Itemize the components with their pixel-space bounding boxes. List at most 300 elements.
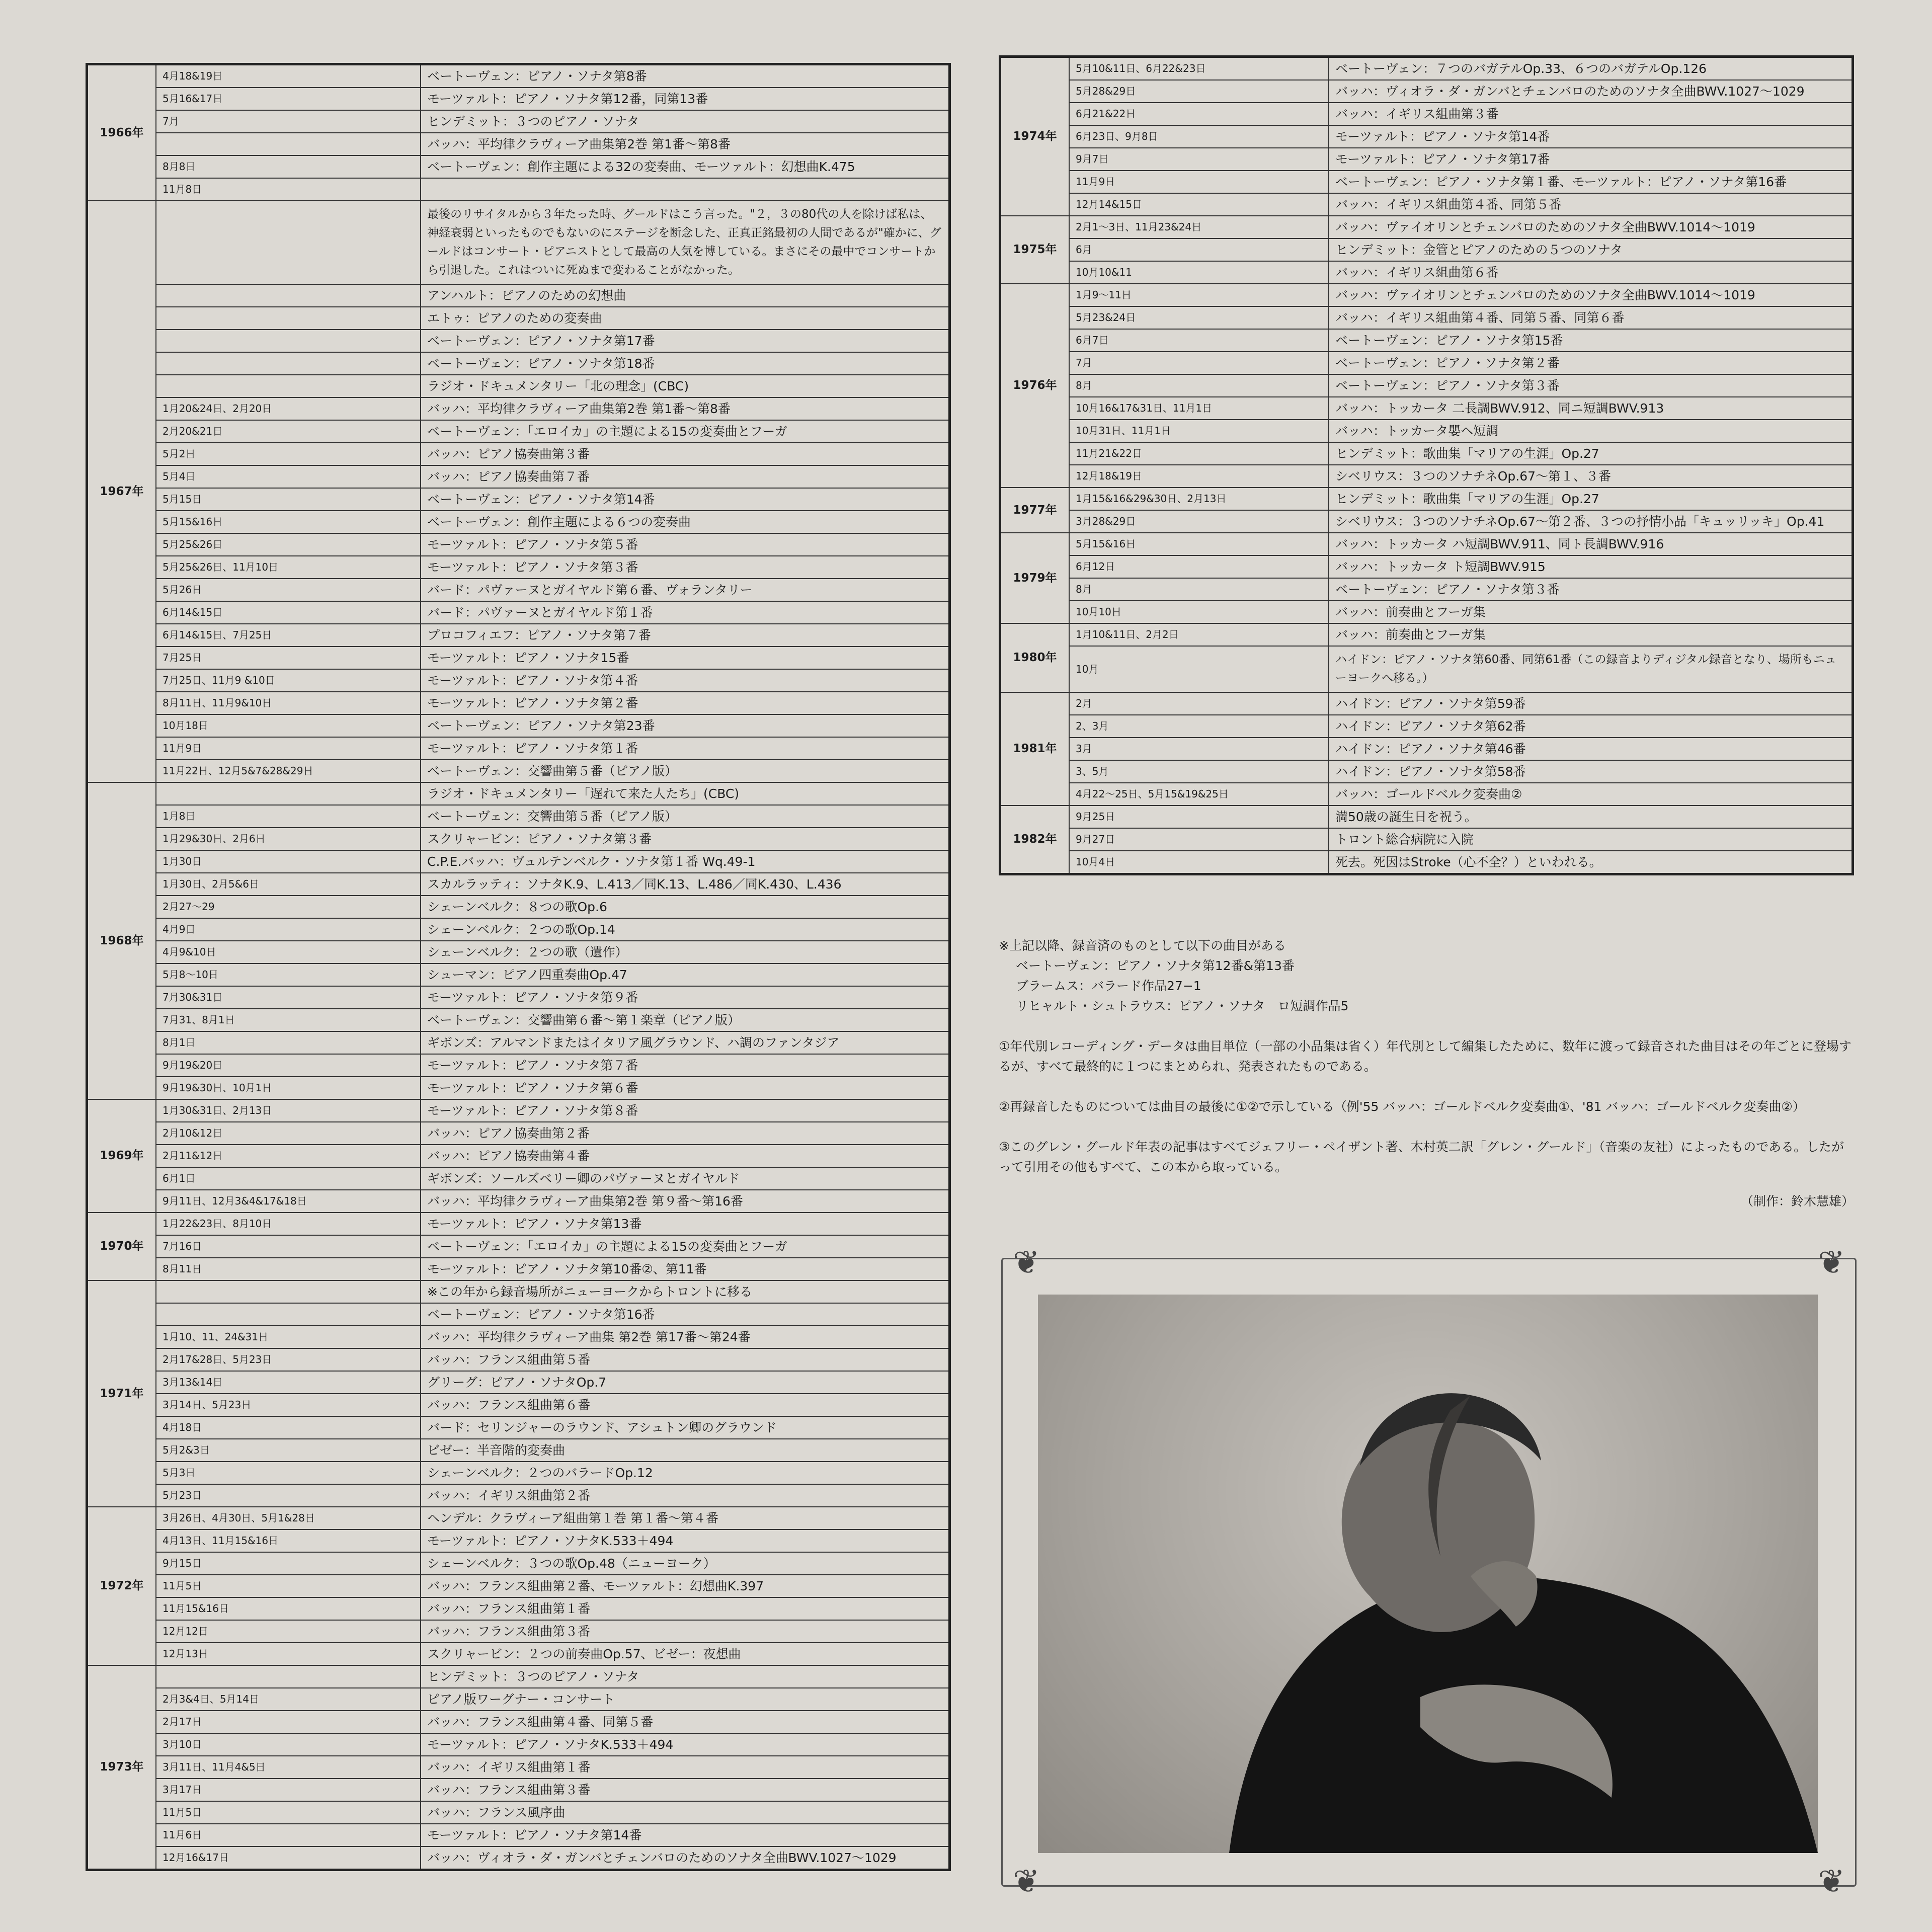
table-row <box>87 1167 950 1190</box>
portrait-silhouette <box>1038 1295 1818 1853</box>
table-row <box>1000 216 1853 238</box>
table-row <box>87 133 950 155</box>
date-cell: 5月26日 <box>156 579 421 601</box>
date-cell: 7月16日 <box>156 1235 421 1258</box>
year-cell: 1967年 <box>87 201 156 782</box>
work-cell: バッハ：ピアノ協奏曲第７番 <box>421 465 950 488</box>
table-row <box>87 533 950 556</box>
date-cell: 6月14&15日 <box>156 601 421 624</box>
table-row <box>87 1280 950 1303</box>
right-recording-table <box>999 55 1854 875</box>
date-cell: 11月8日 <box>156 178 421 201</box>
date-cell: 9月27日 <box>1069 828 1329 851</box>
table-row <box>87 1326 950 1348</box>
table-row <box>1000 692 1853 715</box>
date-cell: 2月3&4日、5月14日 <box>156 1688 421 1711</box>
extra-recording-item: ベートーヴェン：ピアノ・ソナタ第12番&第13番 <box>1016 958 1295 973</box>
table-row <box>1000 806 1853 828</box>
table-row <box>87 465 950 488</box>
table-row <box>1000 623 1853 646</box>
date-cell: 12月16&17日 <box>156 1846 421 1870</box>
date-cell: 1月30日、2月5&6日 <box>156 873 421 896</box>
work-cell: ベートーヴェン：ピアノ・ソナタ第３番 <box>1329 374 1853 397</box>
table-row <box>87 782 950 805</box>
table-row <box>87 155 950 178</box>
work-cell: バッハ：フランス組曲第５番 <box>421 1348 950 1371</box>
work-cell: ラジオ・ドキュメンタリー「遅れて来た人たち」(CBC) <box>421 782 950 805</box>
date-cell: 2月11&12日 <box>156 1145 421 1167</box>
work-cell: バッハ：平均律クラヴィーア曲集第2巻 第1番〜第8番 <box>421 397 950 420</box>
table-row <box>87 1439 950 1462</box>
work-cell: バッハ：イギリス組曲第１番 <box>421 1756 950 1779</box>
date-cell: 5月4日 <box>156 465 421 488</box>
work-cell: ベートーヴェン：交響曲第５番（ピアノ版） <box>421 760 950 782</box>
year-cell: 1981年 <box>1000 692 1070 806</box>
date-cell: 7月31、8月1日 <box>156 1009 421 1031</box>
date-cell: 7月25日 <box>156 647 421 669</box>
table-row <box>87 284 950 307</box>
table-row <box>1000 465 1853 488</box>
work-cell: バッハ：平均律クラヴィーア曲集第2巻 第1番〜第8番 <box>421 133 950 155</box>
work-cell: ベートーヴェン：ピアノ・ソナタ第１番、モーツァルト：ピアノ・ソナタ第16番 <box>1329 171 1853 193</box>
table-row <box>1000 828 1853 851</box>
work-cell: ヒンデミット：歌曲集「マリアの生涯」Op.27 <box>1329 442 1853 465</box>
date-cell: 4月9&10日 <box>156 941 421 963</box>
work-cell: バッハ：平均律クラヴィーア曲集第2巻 第９番〜第16番 <box>421 1190 950 1213</box>
table-row <box>87 1484 950 1507</box>
work-cell: バッハ：トッカータ ト短調BWV.915 <box>1329 555 1853 578</box>
table-row <box>87 760 950 782</box>
table-row <box>87 1711 950 1733</box>
work-cell: ヘンデル：クラヴィーア組曲第１巻 第１番〜第４番 <box>421 1507 950 1530</box>
date-cell: 2月10&12日 <box>156 1122 421 1145</box>
work-cell: プロコフィエフ：ピアノ・ソナタ第７番 <box>421 624 950 647</box>
work-cell: スクリャービン：２つの前奏曲Op.57、ビゼー：夜想曲 <box>421 1643 950 1665</box>
date-cell: 5月25&26日、11月10日 <box>156 556 421 579</box>
note-cell: ハイドン：ピアノ・ソナタ第60番、同第61番（この録音よりディジタル録音となり、場所もニューヨークへ移る。） <box>1329 646 1853 692</box>
date-cell: 1月30日 <box>156 850 421 873</box>
year-cell: 1966年 <box>87 64 156 201</box>
work-cell: ラジオ・ドキュメンタリー「北の理念」(CBC) <box>421 375 950 397</box>
work-cell: ベートーヴェン：ピアノ・ソナタ第３番 <box>1329 578 1853 601</box>
date-cell: 9月11日、12月3&4&17&18日 <box>156 1190 421 1213</box>
table-row <box>87 1801 950 1824</box>
date-cell: 9月19&30日、10月1日 <box>156 1077 421 1099</box>
table-row <box>87 1756 950 1779</box>
work-cell: バッハ：トッカータ 二長調BWV.912、同ニ短調BWV.913 <box>1329 397 1853 420</box>
table-row <box>1000 760 1853 783</box>
table-row <box>87 669 950 692</box>
table-row <box>1000 601 1853 623</box>
year-cell: 1980年 <box>1000 623 1070 692</box>
date-cell: 10月 <box>1069 646 1329 692</box>
footnote-2: ②再録音したものについては曲目の最後に①②で示している（例'55 バッハ：ゴールドベルク変奏曲①、'81 バッハ：ゴールドベルク変奏曲②） <box>999 1099 1805 1114</box>
date-cell: 10月18日 <box>156 714 421 737</box>
work-cell: ベートーヴェン：ピアノ・ソナタ第15番 <box>1329 329 1853 352</box>
table-row <box>1000 646 1853 692</box>
date-cell: 12月14&15日 <box>1069 193 1329 216</box>
table-row <box>87 1620 950 1643</box>
date-cell: 11月9日 <box>156 737 421 760</box>
date-cell: 1月15&16&29&30日、2月13日 <box>1069 488 1329 510</box>
date-cell: 9月7日 <box>1069 148 1329 171</box>
date-cell: 8月11日、11月9&10日 <box>156 692 421 714</box>
table-row <box>1000 57 1853 80</box>
date-cell: 8月8日 <box>156 155 421 178</box>
date-cell: 5月15&16日 <box>1069 533 1329 555</box>
frame-ornament-icon: ❦ <box>1013 1863 1040 1900</box>
work-cell: モーツァルト：ピアノ・ソナタ第３番 <box>421 556 950 579</box>
table-row <box>87 1009 950 1031</box>
table-row <box>87 579 950 601</box>
table-row <box>87 201 950 284</box>
year-cell: 1977年 <box>1000 488 1070 533</box>
date-cell <box>156 284 421 307</box>
work-cell: バッハ：フランス組曲第３番 <box>421 1779 950 1801</box>
work-cell: ギボンズ：ソールズベリー卿のパヴァーヌとガイヤルド <box>421 1167 950 1190</box>
date-cell: 3月 <box>1069 738 1329 760</box>
date-cell: 11月6日 <box>156 1824 421 1846</box>
work-cell: ベートーヴェン：「エロイカ」の主題による15の変奏曲とフーガ <box>421 1235 950 1258</box>
work-cell: ヒンデミット：金管とピアノのための５つのソナタ <box>1329 238 1853 261</box>
date-cell: 4月22〜25日、5月15&19&25日 <box>1069 783 1329 806</box>
work-cell: バッハ：イギリス組曲第６番 <box>1329 261 1853 284</box>
date-cell: 10月4日 <box>1069 851 1329 874</box>
table-row <box>87 1665 950 1688</box>
work-cell: トロント総合病院に入院 <box>1329 828 1853 851</box>
work-cell: モーツァルト：ピアノ・ソナタ第13番 <box>421 1213 950 1235</box>
work-cell: モーツァルト：ピアノ・ソナタ第14番 <box>1329 125 1853 148</box>
date-cell: 1月9〜11日 <box>1069 284 1329 306</box>
table-row <box>87 1733 950 1756</box>
table-row <box>1000 555 1853 578</box>
extra-recording-item: リヒャルト・シュトラウス：ピアノ・ソナタ ロ短調作品5 <box>1016 999 1349 1013</box>
table-row <box>87 1371 950 1394</box>
table-row <box>87 1779 950 1801</box>
date-cell: 12月18&19日 <box>1069 465 1329 488</box>
date-cell: 1月30&31日、2月13日 <box>156 1099 421 1122</box>
table-row <box>87 110 950 133</box>
year-cell: 1982年 <box>1000 806 1070 874</box>
date-cell: 1月29&30日、2月6日 <box>156 828 421 850</box>
work-cell: モーツァルト：ピアノ・ソナタ第１番 <box>421 737 950 760</box>
notes-section <box>999 936 1854 1224</box>
date-cell <box>156 352 421 375</box>
table-row <box>87 1507 950 1530</box>
date-cell: 2月1〜3日、11月23&24日 <box>1069 216 1329 238</box>
date-cell: 2月17&28日、5月23日 <box>156 1348 421 1371</box>
date-cell: 7月 <box>156 110 421 133</box>
date-cell: 4月9日 <box>156 918 421 941</box>
extra-recordings-heading: ※上記以降、録音済のものとして以下の曲目がある <box>999 938 1286 953</box>
date-cell <box>156 201 421 284</box>
table-row <box>87 828 950 850</box>
work-cell: モーツァルト：ピアノ・ソナタ第２番 <box>421 692 950 714</box>
work-cell: バッハ：イギリス組曲第２番 <box>421 1484 950 1507</box>
date-cell: 8月1日 <box>156 1031 421 1054</box>
work-cell: バッハ：ヴィオラ・ダ・ガンバとチェンバロのためのソナタ全曲BWV.1027〜1029 <box>421 1846 950 1870</box>
work-cell: ベートーヴェン：ピアノ・ソナタ第8番 <box>421 64 950 88</box>
table-row <box>87 1394 950 1416</box>
work-cell: モーツァルト：ピアノ・ソナタ第５番 <box>421 533 950 556</box>
work-cell: グリーグ：ピアノ・ソナタOp.7 <box>421 1371 950 1394</box>
work-cell: シェーンベルク：８つの歌Op.6 <box>421 896 950 918</box>
table-row <box>87 375 950 397</box>
work-cell: バッハ：ヴァイオリンとチェンバロのためのソナタ全曲BWV.1014〜1019 <box>1329 284 1853 306</box>
date-cell: 1月10、11、24&31日 <box>156 1326 421 1348</box>
work-cell: モーツァルト：ピアノ・ソナタ15番 <box>421 647 950 669</box>
date-cell: 1月8日 <box>156 805 421 828</box>
date-cell: 4月18&19日 <box>156 64 421 88</box>
table-row <box>87 1031 950 1054</box>
portrait-frame <box>1001 1244 1857 1900</box>
date-cell: 5月15&16日 <box>156 511 421 533</box>
work-cell: バッハ：ピアノ協奏曲第２番 <box>421 1122 950 1145</box>
table-row <box>1000 442 1853 465</box>
work-cell: ベートーヴェン：ピアノ・ソナタ第14番 <box>421 488 950 511</box>
extra-recording-item: ブラームス：バラード作品27−1 <box>1016 979 1201 993</box>
table-row <box>87 178 950 201</box>
date-cell: 2、3月 <box>1069 715 1329 738</box>
work-cell: モーツァルト：ピアノ・ソナタK.533＋494 <box>421 1530 950 1552</box>
work-cell: モーツァルト：ピアノ・ソナタK.533＋494 <box>421 1733 950 1756</box>
work-cell: シベリウス：３つのソナチネOp.67〜第２番、３つの抒情小品「キュッリッキ」Op.41 <box>1329 510 1853 533</box>
work-cell: ベートーヴェン：ピアノ・ソナタ第17番 <box>421 330 950 352</box>
table-row <box>1000 306 1853 329</box>
table-row <box>87 918 950 941</box>
table-row <box>87 963 950 986</box>
date-cell: 8月 <box>1069 374 1329 397</box>
work-cell: ベートーヴェン：交響曲第６番〜第１楽章（ピアノ版） <box>421 1009 950 1031</box>
work-cell: ※この年から録音場所がニューヨークからトロントに移る <box>421 1280 950 1303</box>
date-cell: 5月10&11日、6月22&23日 <box>1069 57 1329 80</box>
work-cell: バッハ：前奏曲とフーガ集 <box>1329 623 1853 646</box>
work-cell: ハイドン：ピアノ・ソナタ第46番 <box>1329 738 1853 760</box>
year-cell: 1969年 <box>87 1099 156 1213</box>
date-cell: 5月15日 <box>156 488 421 511</box>
work-cell: ハイドン：ピアノ・ソナタ第58番 <box>1329 760 1853 783</box>
work-cell: バード：パヴァーヌとガイヤルド第６番、ヴォランタリー <box>421 579 950 601</box>
table-row <box>87 1643 950 1665</box>
work-cell: スクリャービン：ピアノ・ソナタ第３番 <box>421 828 950 850</box>
table-row <box>87 1122 950 1145</box>
footnote-1: ①年代別レコーディング・データは曲目単位（一部の小品集は省く）年代別として編集したために、数年に渡って録音された曲目はその年ごとに登場するが、すべて最終的に１つにまとめられ、発表されたものである。 <box>999 1039 1852 1074</box>
date-cell <box>156 1303 421 1326</box>
table-row <box>1000 171 1853 193</box>
work-cell: モーツァルト：ピアノ・ソナタ第７番 <box>421 1054 950 1077</box>
work-cell: バッハ：ピアノ協奏曲第３番 <box>421 443 950 465</box>
table-row <box>87 873 950 896</box>
date-cell: 1月22&23日、8月10日 <box>156 1213 421 1235</box>
date-cell: 2月 <box>1069 692 1329 715</box>
date-cell: 5月28&29日 <box>1069 80 1329 103</box>
work-cell: バッハ：フランス組曲第１番 <box>421 1597 950 1620</box>
date-cell: 9月19&20日 <box>156 1054 421 1077</box>
date-cell <box>156 133 421 155</box>
work-cell: モーツァルト：ピアノ・ソナタ第17番 <box>1329 148 1853 171</box>
table-row <box>87 737 950 760</box>
table-row <box>1000 374 1853 397</box>
table-row <box>1000 284 1853 306</box>
work-cell: シェーンベルク：３つの歌Op.48（ニューヨーク） <box>421 1552 950 1575</box>
work-cell: シューマン：ピアノ四重奏曲Op.47 <box>421 963 950 986</box>
date-cell: 3月28&29日 <box>1069 510 1329 533</box>
work-cell: バッハ：トッカータ嬰ヘ短調 <box>1329 420 1853 442</box>
table-row <box>87 307 950 330</box>
table-row <box>1000 851 1853 874</box>
table-row <box>87 1688 950 1711</box>
work-cell: シベリウス：３つのソナチネOp.67〜第１、３番 <box>1329 465 1853 488</box>
work-cell: モーツァルト：ピアノ・ソナタ第６番 <box>421 1077 950 1099</box>
date-cell: 5月8〜10日 <box>156 963 421 986</box>
credit-line: （制作：鈴木慧雄） <box>1740 1194 1854 1209</box>
date-cell <box>156 782 421 805</box>
work-cell: モーツァルト：ピアノ・ソナタ第14番 <box>421 1824 950 1846</box>
work-cell: シェーンベルク：２つの歌Op.14 <box>421 918 950 941</box>
work-cell: ハイドン：ピアノ・ソナタ第62番 <box>1329 715 1853 738</box>
table-row <box>87 1099 950 1122</box>
table-row <box>87 1552 950 1575</box>
date-cell: 2月20&21日 <box>156 420 421 443</box>
frame-ornament-icon: ❦ <box>1818 1244 1845 1281</box>
date-cell: 12月12日 <box>156 1620 421 1643</box>
table-row <box>1000 578 1853 601</box>
date-cell: 9月25日 <box>1069 806 1329 828</box>
work-cell: バッハ：平均律クラヴィーア曲集 第2巻 第17番〜第24番 <box>421 1326 950 1348</box>
work-cell: バッハ：ヴィオラ・ダ・ガンバとチェンバロのためのソナタ全曲BWV.1027〜1029 <box>1329 80 1853 103</box>
frame-ornament-icon: ❦ <box>1013 1244 1040 1281</box>
work-cell: バッハ：フランス組曲第３番 <box>421 1620 950 1643</box>
table-row <box>87 1530 950 1552</box>
work-cell: モーツァルト：ピアノ・ソナタ第４番 <box>421 669 950 692</box>
work-cell: バッハ：イギリス組曲第４番、同第５番 <box>1329 193 1853 216</box>
table-row <box>1000 738 1853 760</box>
work-cell: スカルラッティ：ソナタK.9、L.413／同K.13、L.486／同K.430、L.436 <box>421 873 950 896</box>
table-row <box>1000 193 1853 216</box>
table-row <box>87 352 950 375</box>
date-cell: 3月10日 <box>156 1733 421 1756</box>
table-row <box>87 1235 950 1258</box>
year-cell: 1970年 <box>87 1213 156 1280</box>
date-cell <box>156 1280 421 1303</box>
date-cell: 2月27〜29 <box>156 896 421 918</box>
table-row <box>1000 783 1853 806</box>
date-cell: 4月13日、11月15&16日 <box>156 1530 421 1552</box>
date-cell: 6月12日 <box>1069 555 1329 578</box>
work-cell: バッハ：ピアノ協奏曲第４番 <box>421 1145 950 1167</box>
date-cell: 10月10&11 <box>1069 261 1329 284</box>
table-row <box>87 1145 950 1167</box>
table-row <box>87 1846 950 1870</box>
frame-ornament-icon: ❦ <box>1818 1863 1845 1900</box>
work-cell: シェーンベルク：２つの歌（遺作） <box>421 941 950 963</box>
date-cell: 6月21&22日 <box>1069 103 1329 125</box>
date-cell <box>156 330 421 352</box>
table-row <box>1000 148 1853 171</box>
work-cell: モーツァルト：ピアノ・ソナタ第８番 <box>421 1099 950 1122</box>
date-cell <box>156 375 421 397</box>
date-cell: 3月11日、11月4&5日 <box>156 1756 421 1779</box>
date-cell: 10月10日 <box>1069 601 1329 623</box>
table-row <box>87 805 950 828</box>
work-cell: C.P.E.バッハ：ヴュルテンベルク・ソナタ第１番 Wq.49-1 <box>421 850 950 873</box>
work-cell: ビゼー：半音階的変奏曲 <box>421 1439 950 1462</box>
table-row <box>87 941 950 963</box>
date-cell: 9月15日 <box>156 1552 421 1575</box>
date-cell: 1月20&24日、2月20日 <box>156 397 421 420</box>
date-cell: 3月17日 <box>156 1779 421 1801</box>
year-cell: 1973年 <box>87 1665 156 1870</box>
table-row <box>87 397 950 420</box>
work-cell: シェーンベルク：２つのバラードOp.12 <box>421 1462 950 1484</box>
work-cell: バッハ：フランス組曲第６番 <box>421 1394 950 1416</box>
table-row <box>87 511 950 533</box>
table-row <box>87 850 950 873</box>
work-cell: ベートーヴェン：「エロイカ」の主題による15の変奏曲とフーガ <box>421 420 950 443</box>
date-cell: 7月 <box>1069 352 1329 374</box>
date-cell: 3月14日、5月23日 <box>156 1394 421 1416</box>
table-row <box>87 1462 950 1484</box>
table-row <box>87 714 950 737</box>
work-cell: バッハ：トッカータ ハ短調BWV.911、同ト長調BWV.916 <box>1329 533 1853 555</box>
work-cell: バッハ：ヴァイオリンとチェンバロのためのソナタ全曲BWV.1014〜1019 <box>1329 216 1853 238</box>
table-row <box>87 1213 950 1235</box>
date-cell: 3月26日、4月30日、5月1&28日 <box>156 1507 421 1530</box>
year-cell: 1972年 <box>87 1507 156 1665</box>
table-row <box>87 601 950 624</box>
table-row <box>87 64 950 88</box>
table-row <box>87 88 950 110</box>
work-cell: ベートーヴェン：交響曲第５番（ピアノ版） <box>421 805 950 828</box>
table-row <box>1000 125 1853 148</box>
table-row <box>87 1597 950 1620</box>
left-chronology-panel <box>86 63 951 1871</box>
date-cell: 3月13&14日 <box>156 1371 421 1394</box>
table-row <box>87 986 950 1009</box>
date-cell: 5月2&3日 <box>156 1439 421 1462</box>
work-cell: バッハ：フランス組曲第４番、同第５番 <box>421 1711 950 1733</box>
work-cell: バード：セリンジャーのラウンド、アシュトン卿のグラウンド <box>421 1416 950 1439</box>
work-cell: ベートーヴェン：創作主題による32の変奏曲、モーツァルト：幻想曲K.475 <box>421 155 950 178</box>
work-cell: 死去。死因はStroke（心不全？）といわれる。 <box>1329 851 1853 874</box>
work-cell: ヒンデミット：３つのピアノ・ソナタ <box>421 1665 950 1688</box>
date-cell: 6月7日 <box>1069 329 1329 352</box>
table-row <box>87 1190 950 1213</box>
date-cell: 7月25日、11月9 &10日 <box>156 669 421 692</box>
date-cell: 11月15&16日 <box>156 1597 421 1620</box>
work-cell: アンハルト：ピアノのための幻想曲 <box>421 284 950 307</box>
work-cell: バッハ：フランス組曲第２番、モーツァルト：幻想曲K.397 <box>421 1575 950 1597</box>
table-row <box>87 1303 950 1326</box>
work-cell: バッハ：イギリス組曲第３番 <box>1329 103 1853 125</box>
work-cell: 満50歳の誕生日を祝う。 <box>1329 806 1853 828</box>
work-cell: バッハ：ゴールドベルク変奏曲② <box>1329 783 1853 806</box>
table-row <box>87 1416 950 1439</box>
work-cell: バッハ：前奏曲とフーガ集 <box>1329 601 1853 623</box>
work-cell: バッハ：イギリス組曲第４番、同第５番、同第６番 <box>1329 306 1853 329</box>
table-row <box>87 488 950 511</box>
work-cell: ベートーヴェン：ピアノ・ソナタ第16番 <box>421 1303 950 1326</box>
table-row <box>1000 488 1853 510</box>
footnote-3: ③このグレン・グールド年表の記事はすべてジェフリー・ペイザント著、木村英二訳「グレン・グールド」（音楽の友社）によったものである。したがって引用その他もすべて、この本から取っている。 <box>999 1140 1844 1174</box>
table-row <box>1000 397 1853 420</box>
date-cell: 1月10&11日、2月2日 <box>1069 623 1329 646</box>
table-row <box>1000 238 1853 261</box>
date-cell: 4月18日 <box>156 1416 421 1439</box>
right-chronology-panel <box>999 55 1854 875</box>
table-row <box>87 1824 950 1846</box>
work-cell: ベートーヴェン：ピアノ・ソナタ第23番 <box>421 714 950 737</box>
